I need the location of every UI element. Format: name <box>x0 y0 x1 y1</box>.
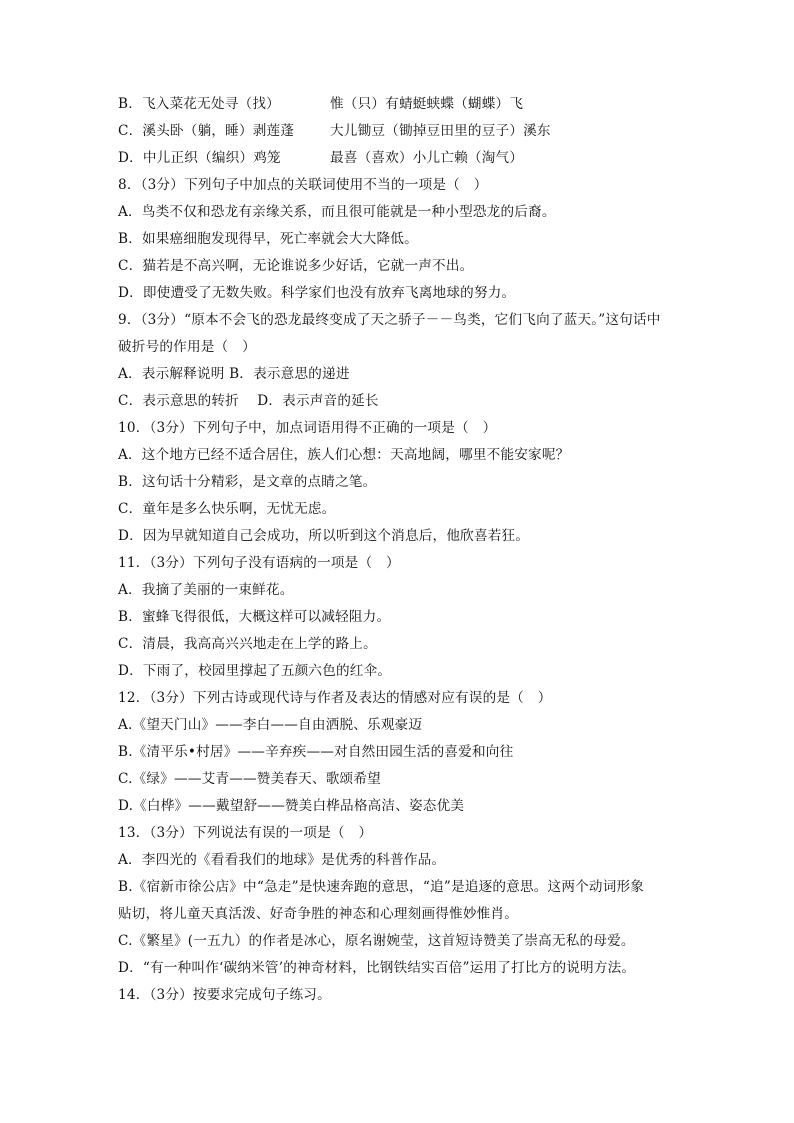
option-b-line <box>118 95 524 113</box>
q10-option-b: B．这句话十分精彩，是文章的点睛之笔。 <box>118 474 377 490</box>
q9-options-cd: C．表示意思的转折 D．表示声音的延长 <box>118 393 379 409</box>
question-12: 12．（3分）下列古诗或现代诗与作者及表达的情感对应有误的是（ ） <box>118 690 552 706</box>
q11-option-d: D．下雨了，校园里撑起了五颜六色的红伞。 <box>118 663 392 679</box>
q11-option-c: C．清晨，我高高兴兴地走在上学的路上。 <box>118 636 377 652</box>
q13-option-b: B.《宿新市徐公店》中“急走”是快速奔跑的意思，“追”是追逐的意思。这两个动词形象 <box>118 879 645 895</box>
q11-option-b: B．蜜蜂飞得很低，大概这样可以减轻阻力。 <box>118 609 391 625</box>
q12-option-a: A.《望天门山》——李白——自由洒脱、乐观豪迈 <box>118 717 423 733</box>
option-d-left: D．中儿正织（编织）鸡笼 <box>118 150 281 166</box>
q8-option-c: C．猫若是不高兴啊，无论谁说多少好话，它就一声不出。 <box>118 258 474 274</box>
q10-option-d: D．因为早就知道自己会成功，所以听到这个消息后，他欣喜若狂。 <box>118 528 530 544</box>
option-c-right: 大儿锄豆（锄掉豆田里的豆子）溪东 <box>330 123 551 139</box>
question-8: 8．（3分）下列句子中加点的关联词使用不当的一项是（ ） <box>118 177 488 193</box>
q12-option-b: B.《清平乐•村居》——辛弃疾——对自然田园生活的喜爱和向往 <box>118 744 514 760</box>
q13-option-c: C.《繁星》(一五九）的作者是冰心，原名谢婉莹，这首短诗赞美了崇高无私的母爱。 <box>118 933 635 949</box>
q13-option-b-cont: 贴切，将儿童天真活泼、好奇争胜的神态和心理刻画得惟妙惟肖。 <box>118 906 519 922</box>
q10-option-a: A．这个地方已经不适合居住，族人们心想：天高地阔，哪里不能安家呢？ <box>118 447 570 463</box>
question-11: 11．（3分）下列句子没有语病的一项是（ ） <box>118 555 400 571</box>
q12-option-d: D.《白桦》——戴望舒——赞美白桦品格高洁、姿态优美 <box>118 798 465 814</box>
option-d-line <box>118 149 524 167</box>
question-13: 13．（3分）下列说法有误的一项是（ ） <box>118 825 373 841</box>
option-d-right: 最喜（喜欢）小儿亡赖（淘气） <box>330 150 524 166</box>
question-9: 9．（3分）“原本不会飞的恐龙最终变成了天之骄子－－鸟类，它们飞向了蓝天。”这句话中 <box>118 312 661 328</box>
option-c-line <box>118 122 551 140</box>
q13-option-d: D．“有一种叫作‘碳纳米管’的神奇材料，比钢铁结实百倍”运用了打比方的说明方法。 <box>118 960 636 976</box>
q9-options-ab: A．表示解释说明 B．表示意思的递进 <box>118 366 350 382</box>
q8-option-b: B．如果癌细胞发现得早，死亡率就会大大降低。 <box>118 231 418 247</box>
q8-option-d: D．即使遭受了无数失败。科学家们也没有放弃飞离地球的努力。 <box>118 285 516 301</box>
option-c-left: C．溪头卧（躺，睡）剥莲蓬 <box>118 123 295 139</box>
option-b-right: 惟（只）有蜻蜓蛱蝶（蝴蝶）飞 <box>330 96 524 112</box>
question-9-cont: 破折号的作用是（ ） <box>118 339 256 355</box>
q13-option-a: A．李四光的《看看我们的地球》是优秀的科普作品。 <box>118 852 446 868</box>
option-b-left: B．飞入菜花无处寻（找） <box>118 96 280 112</box>
q11-option-a: A．我摘了美丽的一束鲜花。 <box>118 582 294 598</box>
q8-option-a: A．鸟类不仅和恐龙有亲缘关系，而且很可能就是一种小型恐龙的后裔。 <box>118 204 556 220</box>
question-14: 14．（3分）按要求完成句子练习。 <box>118 987 331 1003</box>
q10-option-c: C．童年是多么快乐啊，无忧无虑。 <box>118 501 336 517</box>
q12-option-c: C.《绿》——艾青——赞美春天、歌颂希望 <box>118 771 381 787</box>
question-10: 10．（3分）下列句子中，加点词语用得不正确的一项是（ ） <box>118 420 497 436</box>
